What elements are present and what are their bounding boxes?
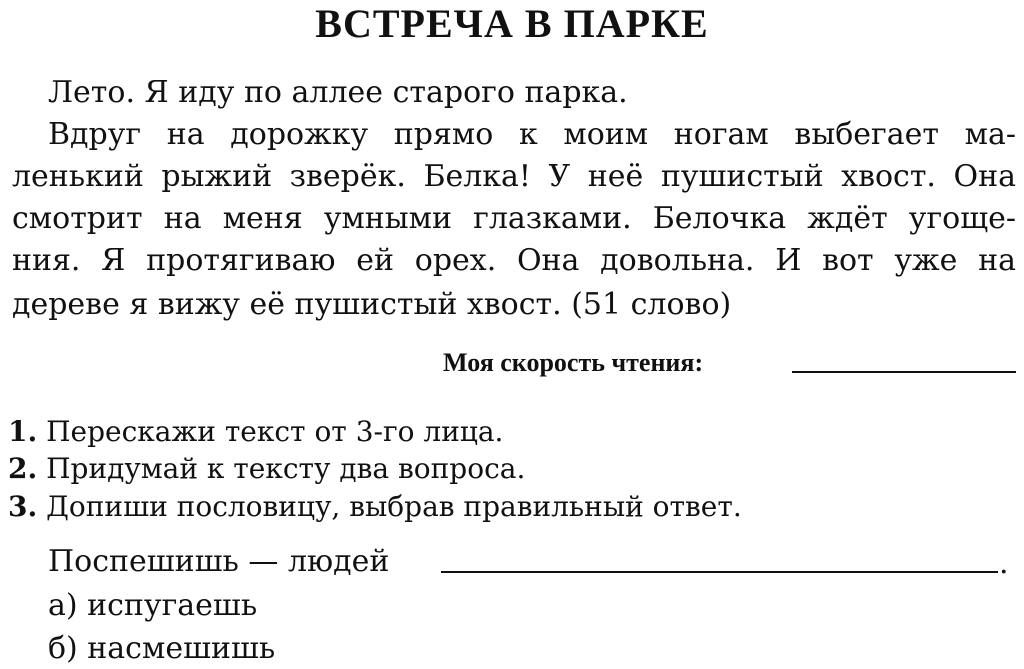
text-line-4: смотрит на меня умными глазками. Белочка ждёт угоще-	[12, 201, 1016, 236]
text-line-1: Лето. Я иду по аллее старого парка.	[48, 75, 628, 110]
proverb-text: Поспешишь — людей	[48, 544, 390, 579]
reading-speed-label: Моя скорость чтения:	[443, 348, 704, 377]
task-1	[8, 414, 503, 450]
reading-speed-blank[interactable]	[792, 371, 1016, 373]
task-text: Перескажи текст от 3-го лица.	[46, 415, 504, 448]
text-line-3: ленький рыжий зверёк. Белка! У неё пушистый хвост. Она	[12, 159, 1016, 194]
task-number: 1.	[8, 415, 38, 448]
task-3	[8, 489, 742, 525]
task-2	[8, 451, 525, 487]
page-title: ВСТРЕЧА В ПАРКЕ	[315, 1, 709, 46]
text-line-5: ния. Я протягиваю ей орех. Она довольна. И вот уже на	[12, 243, 1016, 278]
task-number: 2.	[8, 452, 38, 485]
option-b[interactable]: б) насмешишь	[48, 631, 276, 666]
task-number: 3.	[8, 490, 38, 523]
option-a[interactable]: а) испугаешь	[48, 588, 258, 623]
proverb-answer-blank[interactable]	[441, 571, 998, 573]
proverb-end-mark: .	[999, 546, 1009, 581]
text-line-2: Вдруг на дорожку прямо к моим ногам выбегает ма-	[48, 117, 1016, 152]
task-text: Допиши пословицу, выбрав правильный ответ.	[46, 490, 742, 523]
task-text: Придумай к тексту два вопроса.	[46, 452, 526, 485]
text-line-6: дереве я вижу её пушистый хвост. (51 слово)	[12, 287, 732, 322]
